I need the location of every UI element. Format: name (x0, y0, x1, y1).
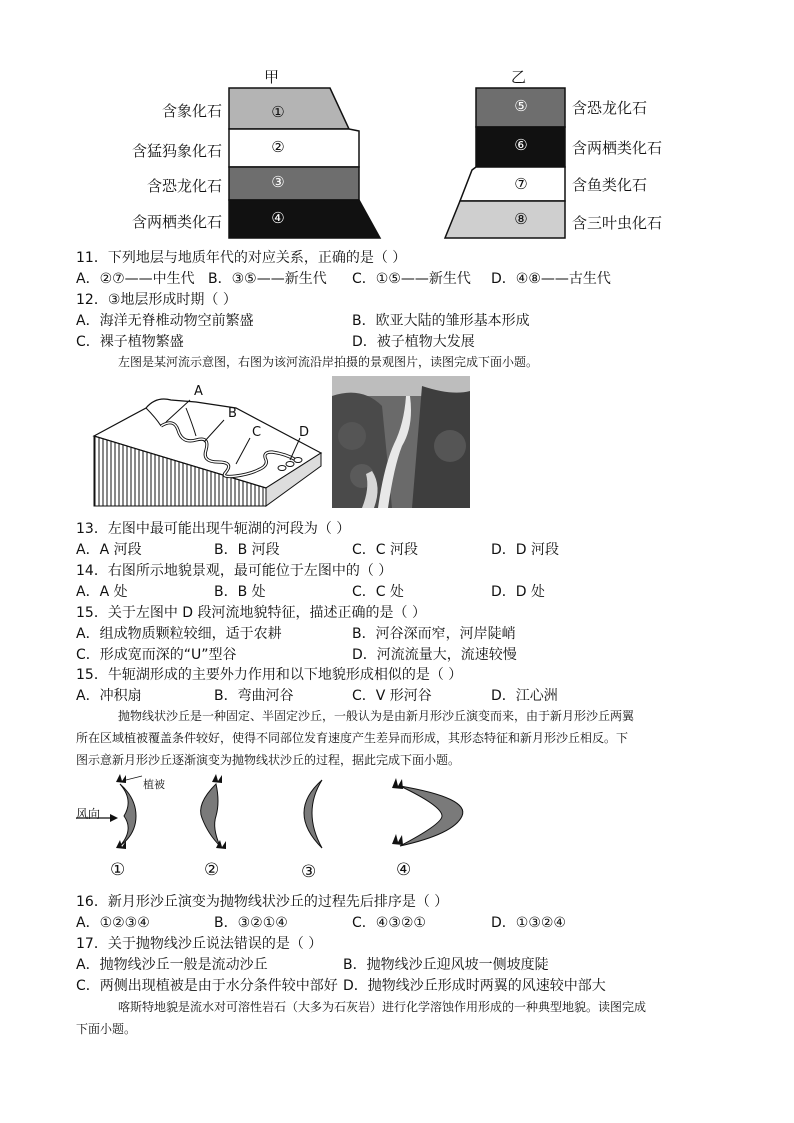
q13-option-c[interactable]: C．C 河段 (352, 542, 419, 558)
q15b-stem: 15．牛轭湖形成的主要外力作用和以下地貌形成相似的是（ ） (76, 667, 463, 683)
jia-layer-4 (229, 200, 380, 238)
q12-stem: 12．③地层形成时期（ ） (76, 292, 237, 308)
waterfall-photo (332, 376, 470, 508)
yi-mark-7: ⑦ (514, 175, 528, 193)
vegetation-label: 植被 (143, 778, 165, 791)
jia-label-3: 含恐龙化石 (146, 177, 222, 195)
dune-number-4: ④ (396, 860, 412, 880)
jia-label-2: 含猛犸象化石 (131, 142, 222, 160)
dune-number-3: ③ (301, 862, 317, 882)
q16-stem: 16．新月形沙丘演变为抛物线状沙丘的过程先后排序是（ ） (76, 894, 449, 910)
yi-mark-8: ⑧ (514, 210, 528, 228)
q16-option-a[interactable]: A．①②③④ (76, 915, 150, 931)
q15b-option-b[interactable]: B．弯曲河谷 (214, 688, 294, 704)
q13-option-d[interactable]: D．D 河段 (491, 542, 560, 558)
q17-option-a[interactable]: A．抛物线沙丘一般是流动沙丘 (76, 957, 268, 973)
q12-option-c[interactable]: C．裸子植物繁盛 (76, 334, 184, 350)
q11-option-d[interactable]: D．④⑧——古生代 (491, 271, 611, 287)
q11-option-a[interactable]: A．②⑦——中生代 (76, 271, 195, 287)
q17-option-b[interactable]: B．抛物线沙丘迎风坡一侧坡度陡 (343, 957, 549, 973)
river-label-c: C (252, 425, 262, 440)
yi-label-6: 含两栖类化石 (572, 139, 663, 157)
q15a-stem: 15．关于左图中 D 段河流地貌特征，描述正确的是（ ） (76, 605, 426, 621)
q14-option-d[interactable]: D．D 处 (491, 584, 546, 600)
dune-evolution-diagram (70, 772, 470, 856)
yi-mark-5: ⑤ (514, 97, 528, 115)
q13-stem: 13．左图中最可能出现牛轭湖的河段为（ ） (76, 521, 351, 537)
yi-layer-8 (445, 201, 565, 238)
river-label-b: B (228, 406, 237, 421)
q11-option-c[interactable]: C．①⑤——新生代 (352, 271, 471, 287)
dune-number-1: ① (110, 860, 126, 880)
jia-mark-4: ④ (271, 209, 285, 227)
dune-intro-line-3: 图示意新月形沙丘逐渐演变为抛物线状沙丘的过程，据此完成下面小题。 (76, 753, 461, 767)
q16-option-d[interactable]: D．①③②④ (491, 915, 566, 931)
q14-option-c[interactable]: C．C 处 (352, 584, 405, 600)
q17-option-d[interactable]: D．抛物线沙丘形成时两翼的风速较中部大 (343, 978, 606, 994)
jia-label-1: 含象化石 (161, 102, 222, 120)
yi-label-5: 含恐龙化石 (572, 99, 648, 117)
q15b-option-d[interactable]: D．江心洲 (491, 688, 558, 704)
dune-number-2: ② (204, 860, 220, 880)
jia-mark-3: ③ (271, 173, 285, 191)
river-block-diagram (86, 378, 326, 513)
q17-stem: 17．关于抛物线沙丘说法错误的是（ ） (76, 936, 323, 952)
jia-label-4: 含两栖类化石 (131, 213, 222, 231)
q13-option-a[interactable]: A．A 河段 (76, 542, 142, 558)
jia-mark-2: ② (271, 138, 285, 156)
yi-title: 乙 (511, 68, 527, 86)
q12-option-d[interactable]: D．被子植物大发展 (352, 334, 475, 350)
yi-label-8: 含三叶虫化石 (572, 214, 663, 232)
karst-intro-line-1: 喀斯特地貌是流水对可溶性岩石（大多为石灰岩）进行化学溶蚀作用形成的一种典型地貌。读图完成 (118, 1000, 647, 1014)
dune-intro-line-1: 抛物线状沙丘是一种固定、半固定沙丘，一般认为是由新月形沙丘演变而来，由于新月形沙丘两翼 (118, 709, 635, 723)
q16-option-c[interactable]: C．④③②① (352, 915, 426, 931)
jia-layer-3 (229, 167, 359, 200)
q13-option-b[interactable]: B．B 河段 (214, 542, 280, 558)
q15a-option-c[interactable]: C．形成宽而深的“U”型谷 (76, 647, 237, 663)
river-label-d: D (299, 425, 310, 440)
wind-direction-label: 风向 (76, 807, 101, 821)
q15a-option-b[interactable]: B．河谷深而窄，河岸陡峭 (352, 626, 516, 642)
dune-intro-line-2: 所在区域植被覆盖条件较好，使得不同部位发育速度产生差异而形成，其形态特征和新月形沙丘相反。下 (76, 731, 629, 745)
yi-mark-6: ⑥ (514, 136, 528, 154)
yi-label-7: 含鱼类化石 (572, 176, 648, 194)
jia-layer-2 (229, 129, 359, 167)
q15b-option-c[interactable]: C．V 形河谷 (352, 688, 432, 704)
q16-option-b[interactable]: B．③②①④ (214, 915, 288, 931)
q14-option-a[interactable]: A．A 处 (76, 584, 128, 600)
q12-option-a[interactable]: A．海洋无脊椎动物空前繁盛 (76, 313, 254, 329)
river-intro: 左图是某河流示意图，右图为该河流沿岸拍摄的景观图片，读图完成下面小题。 (118, 355, 539, 369)
jia-mark-1: ① (271, 103, 285, 121)
strata-columns (0, 0, 794, 250)
q11-option-b[interactable]: B．③⑤——新生代 (208, 271, 327, 287)
q17-option-c[interactable]: C．两侧出现植被是由于水分条件较中部好 (76, 978, 338, 994)
q15b-option-a[interactable]: A．冲积扇 (76, 688, 142, 704)
karst-intro-line-2: 下面小题。 (76, 1022, 137, 1036)
q11-stem: 11．下列地层与地质年代的对应关系，正确的是（ ） (76, 250, 407, 266)
q15a-option-d[interactable]: D．河流流量大，流速较慢 (352, 647, 517, 663)
q14-option-b[interactable]: B．B 处 (214, 584, 266, 600)
q12-option-b[interactable]: B．欧亚大陆的雏形基本形成 (352, 313, 530, 329)
q14-stem: 14．右图所示地貌景观，最可能位于左图中的（ ） (76, 563, 393, 579)
q15a-option-a[interactable]: A．组成物质颗粒较细，适于农耕 (76, 626, 282, 642)
river-label-a: A (194, 384, 203, 399)
jia-title: 甲 (264, 68, 280, 86)
